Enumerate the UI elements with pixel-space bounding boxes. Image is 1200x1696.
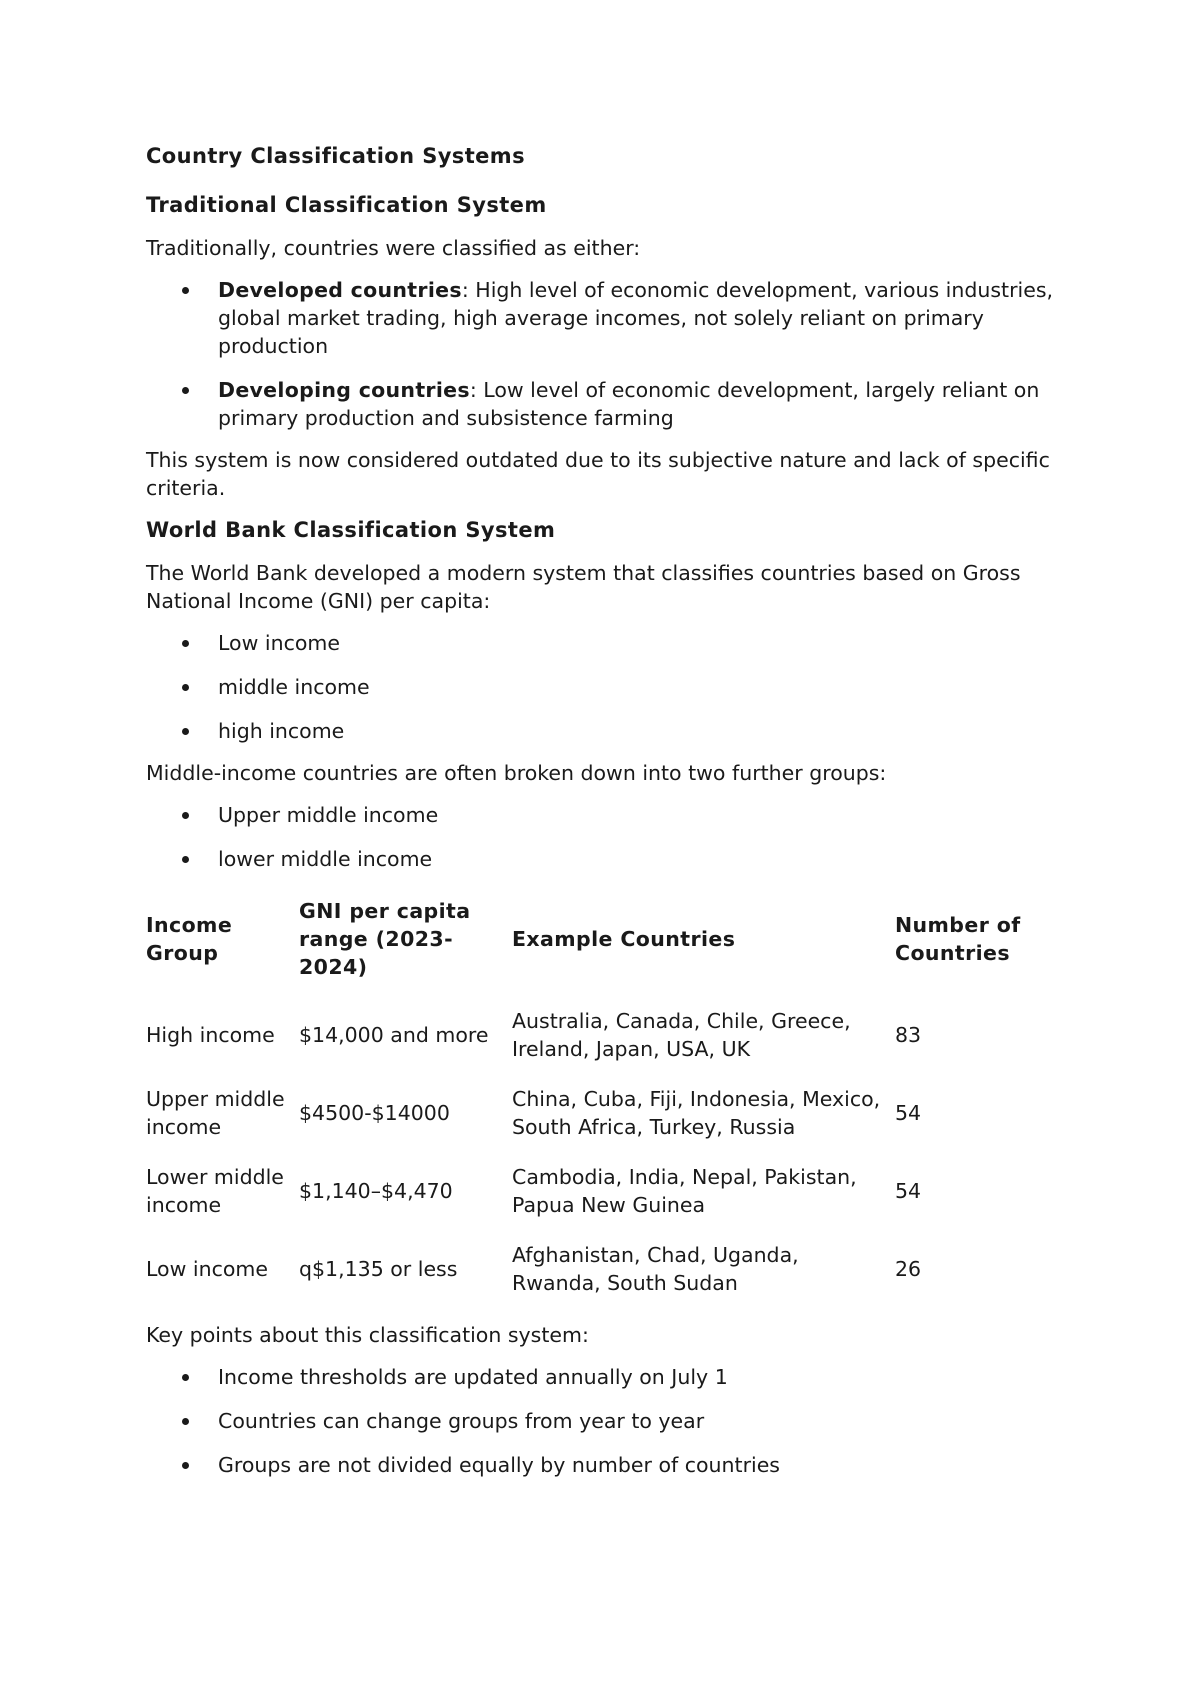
table-cell: 54 [895,1179,922,1203]
term-description: : High level of economic development, various industries, global market trading, high average incomes, not solely reliant on primary production [218,278,1054,358]
table-cell: Upper middle income [146,1087,285,1139]
bullet-icon [182,684,189,691]
table-cell: $1,140–$4,470 [299,1179,453,1203]
list-item [146,276,1066,360]
term-label: Developing countries [218,378,470,402]
column-header: Number of Countries [895,913,1021,965]
list-item [146,845,1066,873]
table-cell: $14,000 and more [299,1023,489,1047]
list-item [146,717,1066,745]
bullet-icon [182,640,189,647]
table-cell: $4500-$14000 [299,1101,450,1125]
column-header: Example Countries [512,927,736,951]
column-header: GNI per capita range (2023-2024) [299,899,471,979]
list-item [146,376,1066,432]
list-item [146,1407,1066,1435]
document-page [146,142,1066,1493]
table-cell: Cambodia, India, Nepal, Pakistan, Papua New Guinea [512,1165,857,1217]
world-bank-intro: The World Bank developed a modern system that classifies countries based on Gross National Income (GNI) per capita: [146,561,1021,613]
table-cell: q$1,135 or less [299,1257,458,1281]
key-points-intro: Key points about this classification system: [146,1323,589,1347]
list-item [146,1363,1066,1391]
table-row [144,997,1064,1075]
list-item-text: middle income [218,675,370,699]
traditional-list [146,276,1066,432]
table-row [144,1153,1064,1231]
table-cell: Australia, Canada, Chile, Greece, Ireland, Japan, USA, UK [512,1009,851,1061]
list-item [146,629,1066,657]
income-groups-list [146,629,1066,745]
bullet-icon [182,287,189,294]
table-cell: Lower middle income [146,1165,284,1217]
bullet-icon [182,1374,189,1381]
middle-income-list [146,801,1066,873]
key-points-list [146,1363,1066,1479]
list-item [146,1451,1066,1479]
world-bank-heading: World Bank Classification System [146,518,556,542]
traditional-heading: Traditional Classification System [146,193,547,217]
table-cell: 83 [895,1023,922,1047]
table-cell: Low income [146,1257,268,1281]
bullet-icon [182,812,189,819]
bullet-icon [182,1418,189,1425]
bullet-icon [182,387,189,394]
list-item-text: high income [218,719,345,743]
income-classification-table [144,887,1064,1309]
term-label: Developed countries [218,278,462,302]
list-item-text: Income thresholds are updated annually on July 1 [218,1365,728,1389]
table-cell: China, Cuba, Fiji, Indonesia, Mexico, South Africa, Turkey, Russia [512,1087,881,1139]
middle-income-intro: Middle-income countries are often broken down into two further groups: [146,761,887,785]
traditional-note: This system is now considered outdated due to its subjective nature and lack of specific criteria. [146,448,1050,500]
bullet-icon [182,1462,189,1469]
traditional-intro: Traditionally, countries were classified as either: [146,236,641,260]
list-item [146,801,1066,829]
list-item-text: Groups are not divided equally by number of countries [218,1453,780,1477]
document-title: Country Classification Systems [146,144,525,168]
table-cell: Afghanistan, Chad, Uganda, Rwanda, South Sudan [512,1243,799,1295]
list-item-text: Upper middle income [218,803,439,827]
list-item-text: Countries can change groups from year to year [218,1409,705,1433]
list-item-text: lower middle income [218,847,433,871]
table-cell: High income [146,1023,275,1047]
table-row [144,1231,1064,1309]
list-item-text: Low income [218,631,340,655]
list-item [146,673,1066,701]
table-cell: 54 [895,1101,922,1125]
term-description: : Low level of economic development, largely reliant on primary production and subsistence farming [218,378,1040,430]
column-header: Income Group [146,913,233,965]
table-row [144,1075,1064,1153]
table-cell: 26 [895,1257,922,1281]
bullet-icon [182,856,189,863]
bullet-icon [182,728,189,735]
table-header-row [144,887,1064,997]
